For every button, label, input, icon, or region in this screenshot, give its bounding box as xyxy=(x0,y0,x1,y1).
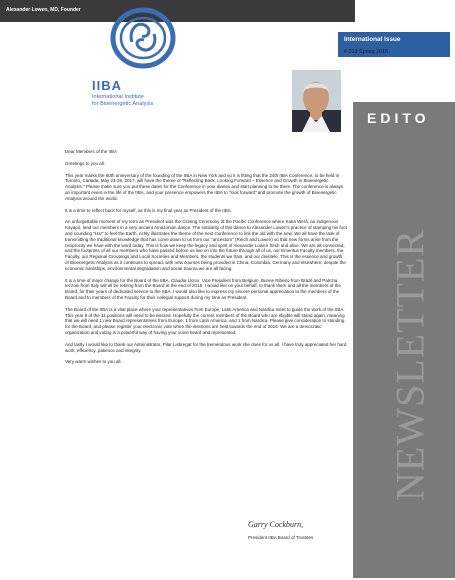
closing: Very warm wishes to you all. xyxy=(65,359,122,365)
letter-body xyxy=(65,149,347,371)
signature: Garry Cockburn, xyxy=(248,520,304,529)
issue-number: # 013 Spring 2016 xyxy=(344,49,389,55)
paragraph-2: It is a time to reflect back for myself, as this is my final year as President of the IIBA. xyxy=(65,207,233,213)
paragraph-5: The Board of the IIBA is a vital place where your representatives from Europe, Latin America and Nardica meet to guide the work of the IIBA. This year 8 of the 11 positions will need to be elected. Hopefully the current members of the Board who are eligible will stand again, meaning that we will need 1 new Board representatives from Europe, 1 from Latin America, and 1 from Nardica. Please give consideration to standing for the Board, and please register your electronic vote when the elections are held towards the end of 2016. We are a democratic organization and voting is a powerful way of having your voice heard and represented. xyxy=(65,306,345,335)
salutation: Dear Members of the IIBA xyxy=(65,149,118,154)
founder-line: Alexander Lowen, MD, Founder xyxy=(6,7,81,13)
logo-swirl-icon xyxy=(88,2,208,82)
edito-heading: EDITO xyxy=(367,110,430,126)
president-photo xyxy=(292,70,341,132)
issue-title: International Issue xyxy=(344,36,401,43)
logo-name-line2: for Bioenergetic Analysis xyxy=(92,101,154,107)
paragraph-6: And lastly I would like to thank our Administrator, Pilar Lisbregat for the tremendous work she does for us all. I have truly appreciated her hard work, efficiency, patience and integrity. xyxy=(65,341,347,353)
paragraph-4: It is a time of major change for the Board of the IIBA. Claudia Ucros, Vice President from Belgium, Bunne Ribeiro from Brazil and Patrizia Iezzoni from Italy will all be retiring from the Board at the end of 2016. I would like on your behalf, to thank them and all the members of the Board, for their years of dedicated service to the IIBA. I would also like to express my sincere personal appreciation to the members of the Board and to members of the Faculty for their collegial support during my time as President. xyxy=(65,277,341,300)
paragraph-3: An unforgettable moment of my term as President was the Closing Ceremony at the Pacific Conference where Kaká Werá, an indigenous Kayapó, lead our members in a very ancient Amazonian dance. The similarity of this dance to Alexander Lowen's practice of stamping his foot and sounding "Ha!" to feel the Earth, richly illustrates the theme of the next Conference to link the old with the new. We all have the task of transmitting the traditional knowledge that has come down to us from our "ancestors" (Reich and Lowen) so that new forms arise from the reciprocity we have with the word today. This is how we keep the legacy and spirit of Alexander Lowen fresh and alive. We are all connected, and the footprints of all our members who have passed before us live on into the future through all of us, our Emeritus Faculty members, the Faculty, our Regional Groupings and Local Societies and Members, the students we train, and our clientele. This is the essence and growth of Bioenergetic Analysis as it continues to spread, with new courses being provided in China, Colombia, Germany and elsewhere, despite the economic hardships, environmental degradation and social trauma we are all facing. xyxy=(65,219,347,271)
logo-acronym: IIBA xyxy=(92,78,122,93)
paragraph-1: This year marks the 60th anniversary of the founding of the IIBA in New York and so it is fitting that the 24th IIBA Conference, to be held in Toronto, Canada, May 23-28, 2017, will have the theme of "Reflecting Back, Looking Forward – Essence and Growth in Bioenergetic Analysis." Please make sure you put these dates for the Conference in your diaries and start planning to be there. The conference is always an important event in the life of the IIBA, and your presence empowers the IIBA to "look forward" and promote the growth of Bioenergetic Analysis around the world. xyxy=(65,172,344,201)
newsletter-vertical-title: NEWSLETTER xyxy=(387,228,433,502)
greeting: Greetings to you all. xyxy=(65,160,106,166)
logo-name-line1: International Institute xyxy=(92,94,144,100)
signature-title: President IIBA Board of Trustees xyxy=(248,535,314,540)
